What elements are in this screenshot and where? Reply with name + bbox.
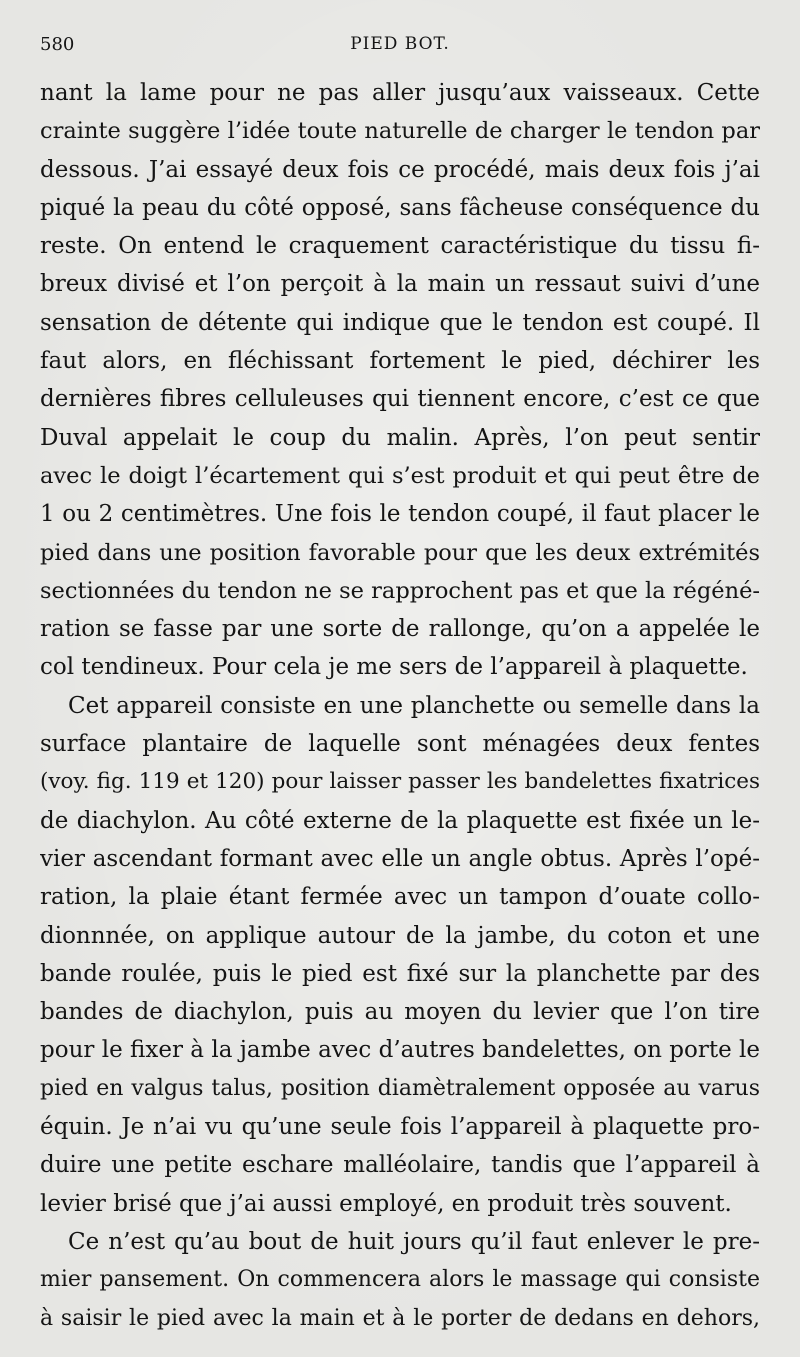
page-header (0, 32, 800, 62)
text-line: Duval appelait le coup du malin. Après, l’on peut sentir (40, 424, 760, 451)
text-line: Ce n’est qu’au bout de huit jours qu’il faut enlever le pre- (68, 1228, 760, 1255)
text-line: reste. On entend le craquement caractéristique du tissu fi- (40, 233, 760, 260)
body-text (40, 74, 760, 1338)
text-line: nant la lame pour ne pas aller jusqu’aux vaisseaux. Cette (40, 80, 760, 106)
text-line: pied dans une position favorable pour que les deux extrémités (40, 539, 760, 566)
text-line: col tendineux. Pour cela je me sers de l’appareil à plaquette. (40, 654, 748, 681)
text-line: bandes de diachylon, puis au moyen du levier que l’on tire (40, 999, 760, 1026)
text-line: ration, la plaie étant fermée avec un tampon d’ouate collo- (40, 884, 760, 911)
text-line: dessous. J’ai essayé deux fois ce procédé, mais deux fois j’ai (40, 156, 760, 183)
text-line: sectionnées du tendon ne se rapprochent pas et que la régéné- (40, 577, 760, 604)
text-line: de diachylon. Au côté externe de la plaquette est fixée un le- (40, 807, 760, 834)
text-line: avec le doigt l’écartement qui s’est produit et qui peut être de (40, 462, 760, 489)
text-line: piqué la peau du côté opposé, sans fâcheuse conséquence du (40, 194, 760, 221)
text-line: breux divisé et l’on perçoit à la main un ressaut suivi d’une (40, 271, 760, 298)
page-number: 580 (40, 34, 75, 55)
text-line: mier pansement. On commencera alors le massage qui consiste (40, 1267, 760, 1293)
text-line: ration se fasse par une sorte de rallonge, qu’on a appelée le (40, 616, 760, 643)
running-head: PIED BOT. (350, 34, 450, 54)
text-line: pied en valgus talus, position diamètralement opposée au varus (40, 1075, 760, 1101)
text-line: levier brisé que j’ai aussi employé, en produit très souvent. (40, 1190, 732, 1217)
text-line: à saisir le pied avec la main et à le porter de dedans en dehors, (40, 1305, 760, 1331)
text-line: dionnnée, on applique autour de la jambe, du coton et une (40, 922, 760, 949)
text-line: Cet appareil consiste en une planchette ou semelle dans la (68, 692, 760, 719)
text-line: bande roulée, puis le pied est fixé sur la planchette par des (40, 960, 760, 987)
text-line: équin. Je n’ai vu qu’une seule fois l’appareil à plaquette pro- (40, 1114, 760, 1141)
text-line: pour le fixer à la jambe avec d’autres bandelettes, on porte le (40, 1037, 760, 1064)
text-line: surface plantaire de laquelle sont ménagées deux fentes (40, 731, 760, 758)
text-line: faut alors, en fléchissant fortement le pied, déchirer les (40, 348, 760, 375)
text-line: 1 ou 2 centimètres. Une fois le tendon coupé, il faut placer le (40, 501, 760, 528)
text-line: crainte suggère l’idée toute naturelle de charger le tendon par (40, 118, 760, 145)
text-line: vier ascendant formant avec elle un angle obtus. Après l’opé- (40, 845, 760, 872)
text-line: dernières fibres celluleuses qui tiennent encore, c’est ce que (40, 386, 760, 413)
text-line: (voy. fig. 119 et 120) pour laisser passer les bandelettes fixatrices (40, 769, 760, 795)
text-line: sensation de détente qui indique que le tendon est coupé. Il (40, 309, 760, 336)
text-line: duire une petite eschare malléolaire, tandis que l’appareil à (40, 1152, 760, 1179)
